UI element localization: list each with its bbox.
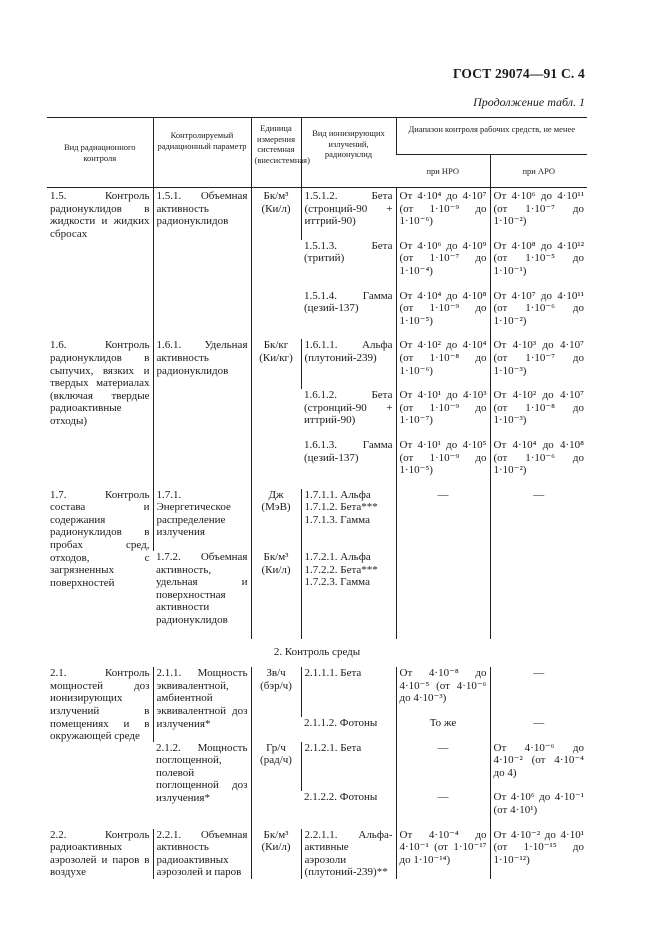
row-unit-cell: Зв/ч (бэр/ч): [251, 667, 301, 741]
nro-cell: [396, 439, 490, 489]
radiation-text: 1.5.1.2. Бета (стронций-90 + иттрий-90): [304, 190, 393, 228]
aro-range: От 4·10⁶ до 4·10¹¹ (от 1·10⁻⁷ до 1·10⁻²): [493, 190, 585, 228]
nro-cell: —: [396, 742, 490, 792]
radiation-text: 1.7.1.1. Альфа: [304, 488, 371, 501]
aro-cell: —: [490, 717, 587, 742]
aro-cell: [490, 791, 587, 828]
radiation-text: 1.7.2.1. Альфа: [304, 551, 371, 564]
row-unit-cell: Гр/ч (рад/ч): [251, 742, 301, 829]
radiation-text: 1.7.1.3. Гамма: [304, 513, 370, 526]
aro-range: От 4·10³ до 4·10⁷ (от 1·10⁻⁷ до 1·10⁻³): [493, 339, 585, 377]
row-type-cell: 2.2. Контроль радиоактивных аэрозолей и паров в воздухе: [50, 828, 150, 879]
row-type-cell: 1.5. Контроль радионуклидов в жидкости и жидких сбросах: [47, 188, 153, 340]
radiation-text: 1.7.2.3. Гамма: [304, 576, 370, 589]
radiation-text: 1.5.1.3. Бета (тритий): [304, 239, 393, 265]
row-param-cell: [153, 551, 251, 639]
radiation-text: 2.1.2.1. Бета: [304, 741, 362, 754]
table-row: [47, 667, 587, 717]
aro-cell: [490, 389, 587, 439]
row-unit-cell: Дж (МэВ): [251, 489, 301, 551]
radiation-control-table: [47, 117, 587, 879]
radiation-cell: [301, 389, 396, 439]
radiation-cell: [301, 742, 396, 792]
radiation-cell: [301, 667, 396, 717]
radiation-cell: [301, 188, 396, 240]
aro-range: От 4·10⁻⁶ до 4·10⁻² (от 4·10⁻⁴ до 4): [493, 741, 585, 779]
radiation-cell: [301, 290, 396, 340]
aro-range: От 4·10⁷ до 4·10¹¹ (от 1·10⁻⁶ до 1·10⁻²): [493, 289, 585, 327]
row-param-cell: 2.1.1. Мощность эквивалентной, амбиентной эквивалентной доз излучения*: [153, 667, 251, 741]
nro-cell: —: [396, 791, 490, 828]
col-header-param: Контролируемый радиационный параметр: [153, 118, 251, 188]
aro-cell: [490, 240, 587, 290]
table-continuation-label: Продолжение табл. 1: [473, 95, 585, 109]
radiation-text: 1.7.2.2. Бета***: [304, 563, 378, 576]
table-row: [47, 829, 587, 879]
table-row: [47, 188, 587, 240]
radiation-cell: [301, 439, 396, 489]
col-header-aro: при АРО: [490, 155, 587, 188]
nro-range: От 4·10¹ до 4·10³ (от 1·10⁻⁹ до 1·10⁻⁷): [399, 389, 487, 427]
section-title: 2. Контроль среды: [273, 645, 361, 658]
radiation-cell: [301, 489, 396, 551]
aro-cell: [490, 188, 587, 240]
aro-cell: [490, 742, 587, 792]
radiation-text: 2.1.1.1. Бета: [304, 667, 362, 680]
table-row: [47, 339, 587, 389]
row-unit-cell: Бк/кг (Ки/кг): [251, 339, 301, 488]
radiation-cell: [301, 339, 396, 389]
document-id: ГОСТ 29074—91 С. 4: [452, 66, 585, 81]
table-row: [47, 489, 587, 551]
aro-cell: От 4·10⁻² до 4·10¹ (от 1·10⁻¹⁵ до 1·10⁻¹²): [490, 829, 587, 879]
aro-cell: [490, 290, 587, 340]
aro-range: От 4·10⁴ до 4·10⁸ (от 1·10⁻⁶ до 1·10⁻²): [493, 438, 585, 477]
nro-range: От 4·10⁶ до 4·10⁹ (от 1·10⁻⁷ до 1·10⁻⁴): [399, 239, 487, 277]
col-header-radiation: Вид ионизирующих излучений, радионуклид: [301, 118, 396, 188]
radiation-text: 1.5.1.4. Гамма (цезий-137): [304, 289, 393, 315]
aro-range: От 4·10⁸ до 4·10¹² (от 1·10⁻⁵ до 1·10⁻¹): [493, 239, 585, 277]
radiation-text: 1.6.1.2. Бета (стронций-90 + иттрий-90): [304, 389, 393, 427]
nro-cell: То же: [396, 717, 490, 742]
aro-cell: —: [490, 667, 587, 717]
nro-range: От 4·10¹ до 4·10⁵ (от 1·10⁻⁹ до 1·10⁻⁵): [399, 438, 487, 477]
nro-cell: [396, 339, 490, 389]
nro-cell: [396, 551, 490, 639]
row-type-cell: 1.7. Контроль состава и содержания радионуклидов в пробах сред, отходов, с загрязненных поверхностей: [50, 488, 150, 589]
row-param-cell: 2.1.2. Мощность поглощенной, полевой поглощенной доз излучения*: [156, 741, 248, 804]
radiation-cell: [301, 240, 396, 290]
nro-cell: [396, 389, 490, 439]
radiation-text: 2.1.2.2. Фотоны: [304, 791, 378, 804]
row-param-cell: 2.2.1. Объемная активность радиоактивных аэрозолей и паров: [153, 829, 251, 879]
row-unit-cell: Бк/м³ (Ки/л): [251, 829, 301, 879]
nro-cell: [396, 188, 490, 240]
col-header-range: Диапазон контроля рабочих средств, не менее: [396, 118, 587, 155]
col-header-type: Вид радиационного контроля: [47, 118, 153, 188]
aro-cell: [490, 439, 587, 489]
row-unit-cell: Бк/м³ (Ки/л): [251, 188, 301, 340]
row-param-cell: 1.5.1. Объемная активность радионуклидов: [153, 188, 251, 340]
aro-cell: [490, 551, 587, 639]
aro-cell: —: [490, 489, 587, 551]
nro-range: От 4·10⁴ до 4·10⁸ (от 1·10⁻⁹ до 1·10⁻⁵): [399, 289, 487, 327]
radiation-cell: [301, 717, 396, 742]
param-text: 1.7.2. Объемная активность, удельная и поверхностная активности радионуклидов: [156, 551, 248, 627]
nro-cell: [396, 290, 490, 340]
nro-range: От 4·10⁻⁸ до 4·10⁻⁵ (от 4·10⁻⁶ до 4·10⁻³): [399, 667, 487, 705]
row-type-cell: 1.6. Контроль радионуклидов в сыпучих, вязких и твердых материалах (включая твердые радиоактивные отходы): [50, 339, 150, 427]
nro-cell: —: [396, 489, 490, 551]
row-type-cell: 2.1. Контроль мощностей доз ионизирующих излучений в помещениях и в окружающей среде: [50, 667, 150, 743]
aro-range: От 4·10² до 4·10⁷ (от 1·10⁻⁸ до 1·10⁻³): [493, 389, 585, 427]
aro-cell: [490, 339, 587, 389]
row-param-cell: 1.6.1. Удельная активность радионуклидов: [153, 339, 251, 488]
nro-range: От 4·10⁴ до 4·10⁷ (от 1·10⁻⁹ до 1·10⁻⁶): [399, 190, 487, 228]
nro-range: От 4·10² до 4·10⁴ (от 1·10⁻⁸ до 1·10⁻⁶): [399, 339, 487, 377]
param-text: 1.7.1. Энергетическое распределение излучения: [156, 488, 231, 539]
row-param-cell: [153, 489, 251, 551]
col-header-nro: при НРО: [396, 155, 490, 188]
nro-cell: [396, 240, 490, 290]
aro-range: От 4·10⁶ до 4·10⁻¹ (от 4·10¹): [493, 791, 585, 816]
radiation-text: 2.1.1.2. Фотоны: [304, 717, 378, 729]
radiation-text: 1.7.1.2. Бета***: [304, 501, 378, 514]
nro-cell: От 4·10⁻⁴ до 4·10⁻¹ (от 1·10⁻¹⁷ до 1·10⁻¹⁴): [396, 829, 490, 879]
radiation-cell: [301, 551, 396, 639]
col-header-unit: Единица измерения системная (внесистемная): [251, 118, 301, 188]
section-row: [47, 639, 587, 668]
row-unit-cell: Бк/м³ (Ки/л): [251, 551, 301, 639]
radiation-cell: 2.2.1.1. Альфа-активные аэрозоли (плутоний-239)**: [301, 829, 396, 879]
radiation-text: 1.6.1.1. Альфа (плутоний-239): [304, 339, 393, 364]
nro-cell: [396, 667, 490, 717]
radiation-cell: [301, 791, 396, 828]
radiation-text: 1.6.1.3. Гамма (цезий-137): [304, 438, 393, 464]
